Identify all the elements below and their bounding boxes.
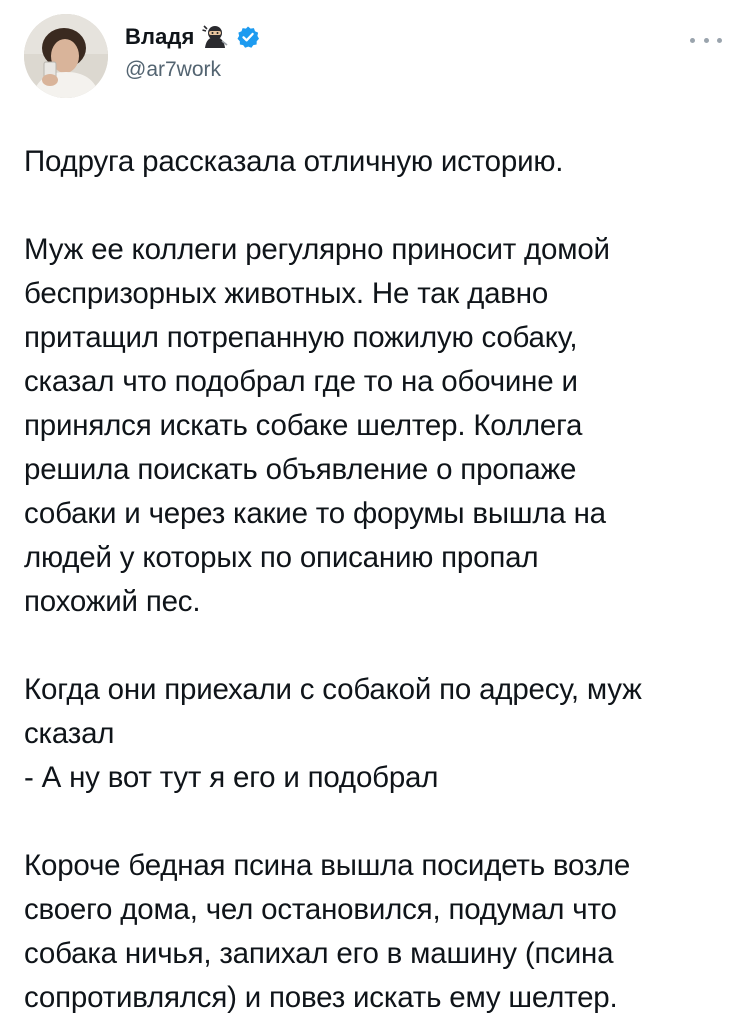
tweet-text-line: Короче бедная псина вышла посидеть возле [24, 849, 631, 882]
tweet-text-line: Муж ее коллеги регулярно приносит домой [24, 233, 610, 266]
verified-badge-icon[interactable] [236, 25, 260, 49]
tweet-header [24, 14, 726, 98]
ninja-emoji-icon [202, 24, 228, 50]
username[interactable]: @ar7work [125, 58, 222, 81]
tweet-text-line: сопротивлялся) и повез искать ему шелтер. [24, 981, 618, 1014]
tweet-text-line: своего дома, чел остановился, подумал что [24, 893, 617, 926]
more-button[interactable] [690, 32, 722, 48]
tweet-text-line: принялся искать собаке шелтер. Коллега [24, 409, 583, 442]
tweet-text-line: похожий пес. [24, 585, 201, 618]
tweet-text-line: притащил потрепанную пожилую собаку, [24, 321, 578, 354]
tweet-text-line: Подруга рассказала отличную историю. [24, 145, 564, 178]
paragraph-gap [24, 624, 734, 668]
tweet-text-line: решила поискать объявление о пропаже [24, 453, 577, 486]
tweet-text-line: Когда они приехали с собакой по адресу, муж [24, 673, 642, 706]
tweet-text-line: собака ничья, запихал его в машину (псина [24, 937, 614, 970]
avatar-photo [24, 14, 108, 98]
avatar[interactable] [24, 14, 108, 98]
author-info [125, 22, 260, 82]
tweet-text-line: сказал что подобрал где то на обочине и [24, 365, 578, 398]
tweet-text-line: собаки и через какие то форумы вышла на [24, 497, 606, 530]
tweet-text-line: - А ну вот тут я его и подобрал [24, 761, 439, 794]
tweet-text [24, 140, 734, 1020]
more-icon-dot [704, 38, 709, 43]
more-icon [690, 38, 695, 43]
tweet-text-line: беспризорных животных. Не так давно [24, 277, 549, 310]
display-name[interactable]: Владя [125, 24, 195, 49]
tweet-text-line: сказал [24, 717, 115, 750]
paragraph-gap [24, 184, 734, 228]
name-row [125, 22, 260, 52]
paragraph-gap [24, 800, 734, 844]
tweet-text-line: людей у которых по описанию пропал [24, 541, 539, 574]
more-icon-dot [717, 38, 722, 43]
